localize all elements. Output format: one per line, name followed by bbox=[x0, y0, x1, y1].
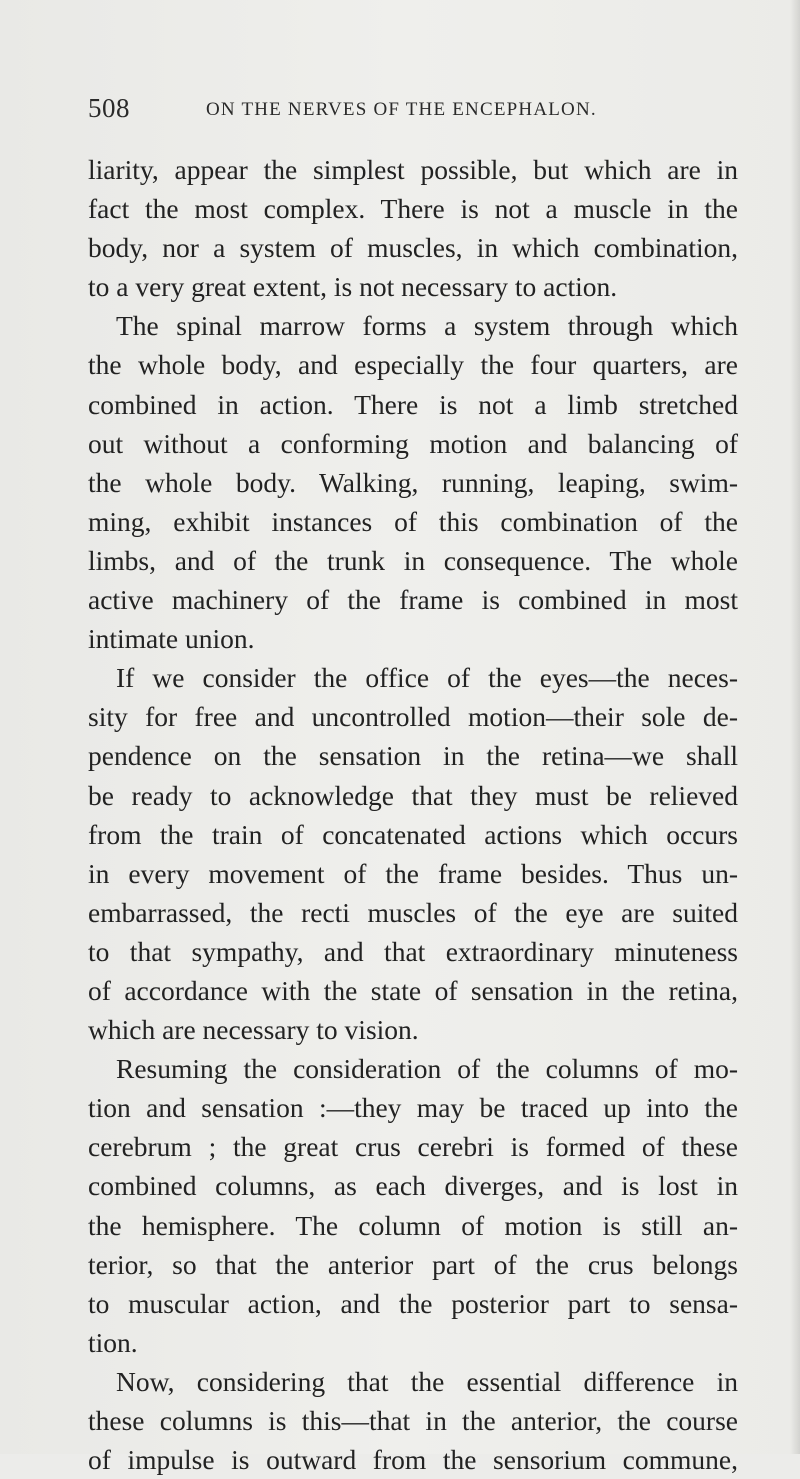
text-line: liarity, appear the simplest possible, but which are in bbox=[88, 154, 738, 185]
text-line: the whole body, and especially the four quarters, are bbox=[88, 349, 738, 381]
text-line: in every movement of the frame besides. Thus un- bbox=[88, 857, 738, 889]
text-line: The spinal marrow forms a system through which bbox=[116, 310, 738, 342]
page-number: 508 bbox=[88, 93, 130, 123]
text-line: the hemisphere. The column of motion is still an- bbox=[88, 1209, 738, 1241]
text-line: to a very great extent, is not necessary to action. bbox=[88, 271, 618, 303]
text-line: body, nor a system of muscles, in which combination, bbox=[88, 232, 738, 264]
page-header bbox=[88, 93, 738, 133]
text-line: tion and sensation :—they may be traced up into the bbox=[88, 1092, 738, 1124]
text-line: combined in action. There is not a limb stretched bbox=[88, 388, 738, 420]
text-line: combined columns, as each diverges, and is lost in bbox=[88, 1170, 738, 1202]
text-line: pendence on the sensation in the retina—we shall bbox=[88, 740, 738, 772]
text-line: cerebrum ; the great crus cerebri is formed of these bbox=[88, 1131, 738, 1163]
page-edge-shadow bbox=[790, 0, 800, 1454]
text-line: embarrassed, the recti muscles of the eye are suited bbox=[88, 896, 738, 928]
text-line: intimate union. bbox=[88, 623, 255, 655]
body-text bbox=[88, 150, 738, 1479]
text-line: Now, considering that the essential difference in bbox=[116, 1365, 738, 1397]
text-line: Resuming the consideration of the columns of mo- bbox=[116, 1053, 738, 1085]
text-line: sity for free and uncontrolled motion—their sole de- bbox=[88, 701, 738, 733]
text-line: If we consider the office of the eyes—the neces- bbox=[116, 662, 738, 694]
text-line: the whole body. Walking, running, leaping, swim- bbox=[88, 466, 738, 498]
text-line: tion. bbox=[88, 1326, 138, 1358]
text-line: to that sympathy, and that extraordinary minuteness bbox=[88, 935, 738, 967]
text-line: which are necessary to vision. bbox=[88, 1014, 419, 1046]
text-line: to muscular action, and the posterior part to sensa- bbox=[88, 1287, 738, 1319]
text-line: of impulse is outward from the sensorium commune, bbox=[88, 1444, 738, 1476]
text-line: active machinery of the frame is combined in most bbox=[88, 584, 738, 616]
text-line: limbs, and of the trunk in consequence. The whole bbox=[88, 544, 738, 576]
text-line: terior, so that the anterior part of the crus belongs bbox=[88, 1248, 738, 1280]
text-line: of accordance with the state of sensation in the retina, bbox=[88, 974, 738, 1006]
text-line: out without a conforming motion and balancing of bbox=[88, 427, 738, 459]
text-line: fact the most complex. There is not a muscle in the bbox=[88, 193, 738, 225]
text-line: from the train of concatenated actions which occurs bbox=[88, 818, 738, 850]
text-line: these columns is this—that in the anterior, the course bbox=[88, 1405, 738, 1436]
text-line: be ready to acknowledge that they must be relieved bbox=[88, 779, 738, 811]
text-line: ming, exhibit instances of this combination of the bbox=[88, 505, 738, 537]
running-head: ON THE NERVES OF THE ENCEPHALON. bbox=[206, 99, 597, 120]
